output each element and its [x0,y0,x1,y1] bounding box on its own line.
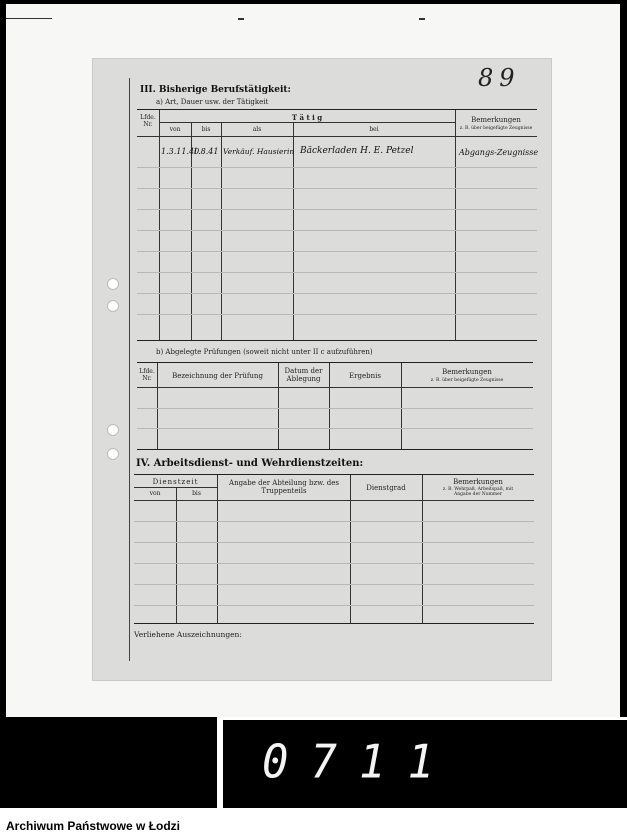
frame-mark [419,18,425,20]
col-bis: bis [201,126,211,133]
plate-left-border [217,717,223,808]
document-page [92,58,552,681]
service-col-bemerkungen-note: z. B. Wehrpaß, Arbeitspaß, mit Angabe der Nummer [442,487,514,497]
archive-name: Archiwum Państwowe w Łodzi [6,819,181,833]
exam-col-bemerkungen: Bemerkungen [442,368,492,376]
exam-col-bemerkungen-note: z. B. über beigefügte Zeugnisse [430,378,504,383]
service-col-von: von [149,490,161,497]
col-bei: bei [369,126,379,133]
archive-footer [0,808,627,840]
col-bemerkungen-note: z. B. über beigefügte Zeugnisse [459,126,533,131]
section-3-subtitle: a) Art, Dauer usw. der Tätigkeit [156,98,269,106]
frame-number: 0711 [262,735,456,790]
exam-table [137,362,533,450]
col-bemerkungen: Bemerkungen [471,116,521,124]
service-col-dienstzeit: Dienstzeit [152,478,199,486]
service-col-bemerkungen: Bemerkungen [453,478,503,486]
exam-col-datum: Datum der Ablegung [284,367,323,383]
entry-bei: Bäckerladen H. E. Petzel [300,146,414,156]
punch-hole [107,448,119,460]
punch-hole [107,424,119,436]
entry-als: Verkäuf. Hausierin [223,147,295,156]
section-4-title: IV. Arbeitsdienst- und Wehrdienstzeiten: [136,458,364,469]
col-taetig: T ä t i g [291,113,323,122]
col-von: von [169,126,181,133]
exam-col-nr: Lfde. Nr. [139,368,155,382]
plate-top-border [217,717,627,720]
service-col-dienstgrad: Dienstgrad [366,484,406,492]
punch-hole [107,278,119,290]
entry-bis: 1.8.41 [193,147,219,156]
col-als: als [252,126,262,133]
service-col-abteilung: Angabe der Abteilung bzw. des Truppenteils [229,479,339,495]
frame-mark [238,18,244,20]
service-col-bis: bis [192,490,201,497]
section-3b-subtitle: b) Abgelegte Prüfungen (soweit nicht unter II c aufzuführen) [156,348,373,356]
punch-hole [107,300,119,312]
frame-number-plate [217,717,627,808]
auszeichnungen-label: Verliehene Auszeichnungen: [134,630,242,639]
employment-table [137,109,537,341]
frame-mark [6,18,52,19]
entry-von: 1.3.11.40 [161,147,200,156]
entry-bemerkungen: Abgangs-Zeugnisse [459,148,539,157]
section-3-title: III. Bisherige Berufstätigkeit: [140,85,291,95]
exam-col-bezeichnung: Bezeichnung der Prüfung [172,372,263,380]
exam-col-ergebnis: Ergebnis [349,372,381,380]
service-table [134,474,534,624]
col-lfd-nr: Lfde. Nr. [140,114,156,128]
margin-line [129,78,130,661]
page-number: 89 [478,64,521,92]
